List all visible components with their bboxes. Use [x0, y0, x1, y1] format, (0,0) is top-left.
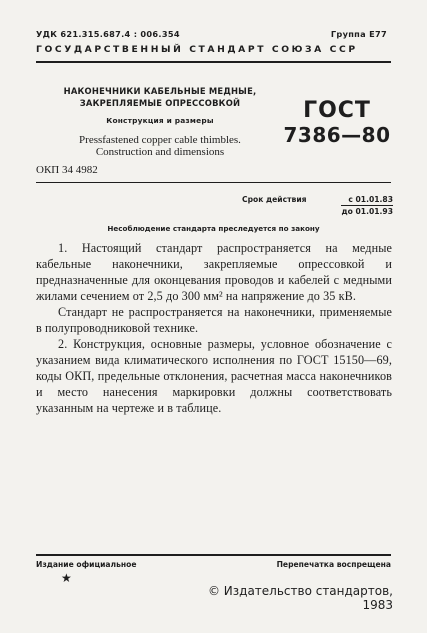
paragraph-1: 1. Настоящий стандарт распространяется на медные кабельные наконечники, закрепляемые опрессовкой и предназначенные для оконцевания проводов и кабелей с медными жилами сечением от 2,5 до 300 мм² на напряжение до 35 кВ. [36, 241, 392, 303]
header-rule [36, 61, 391, 63]
paragraph-2: Стандарт не распространяется на наконечники, применяемые в полупроводниковой технике. [36, 305, 392, 335]
validity-label: Срок действия [242, 195, 307, 204]
validity-rule [341, 205, 393, 206]
group-code: Группа Е77 [330, 29, 387, 39]
legal-notice: Несоблюдение стандарта преследуется по закону [107, 224, 320, 233]
title-rule [36, 182, 391, 183]
reprint-notice: Перепечатка воспрещена [276, 560, 391, 569]
title-line-1: НАКОНЕЧНИКИ КАБЕЛЬНЫЕ МЕДНЫЕ, [63, 86, 257, 96]
copyright: © Издательство стандартов, 1983 [207, 584, 393, 612]
body-text [36, 240, 392, 416]
title-line-2: ЗАКРЕПЛЯЕМЫЕ ОПРЕССОВКОЙ [79, 98, 241, 108]
state-standard-heading: ГОСУДАРСТВЕННЫЙ СТАНДАРТ СОЮЗА ССР [36, 44, 358, 55]
footer-rule [36, 554, 391, 556]
english-title-line-2: Construction and dimensions [95, 146, 225, 158]
star-mark: ★ [61, 571, 72, 585]
english-title-line-1: Pressfastened copper cable thimbles. [79, 134, 241, 146]
validity-to: до 01.01.93 [341, 207, 393, 216]
udk-code: УДК 621.315.687.4 : 006.354 [36, 29, 180, 39]
okp-code: ОКП 34 4982 [36, 164, 98, 176]
official-edition: Издание официальное [36, 560, 137, 569]
gost-number: 7386—80 [283, 123, 391, 147]
gost-label: ГОСТ [303, 98, 371, 123]
validity-from: с 01.01.83 [348, 195, 393, 204]
title-subtitle: Конструкция и размеры [106, 116, 214, 125]
paragraph-3: 2. Конструкция, основные размеры, условное обозначение с указанием вида климатического исполнения по ГОСТ 15150—69, коды ОКП, предельные отклонения, расчетная масса наконечников и место нанесения маркировки должны соответствовать указанным на чертеже и в таблице. [36, 337, 392, 415]
